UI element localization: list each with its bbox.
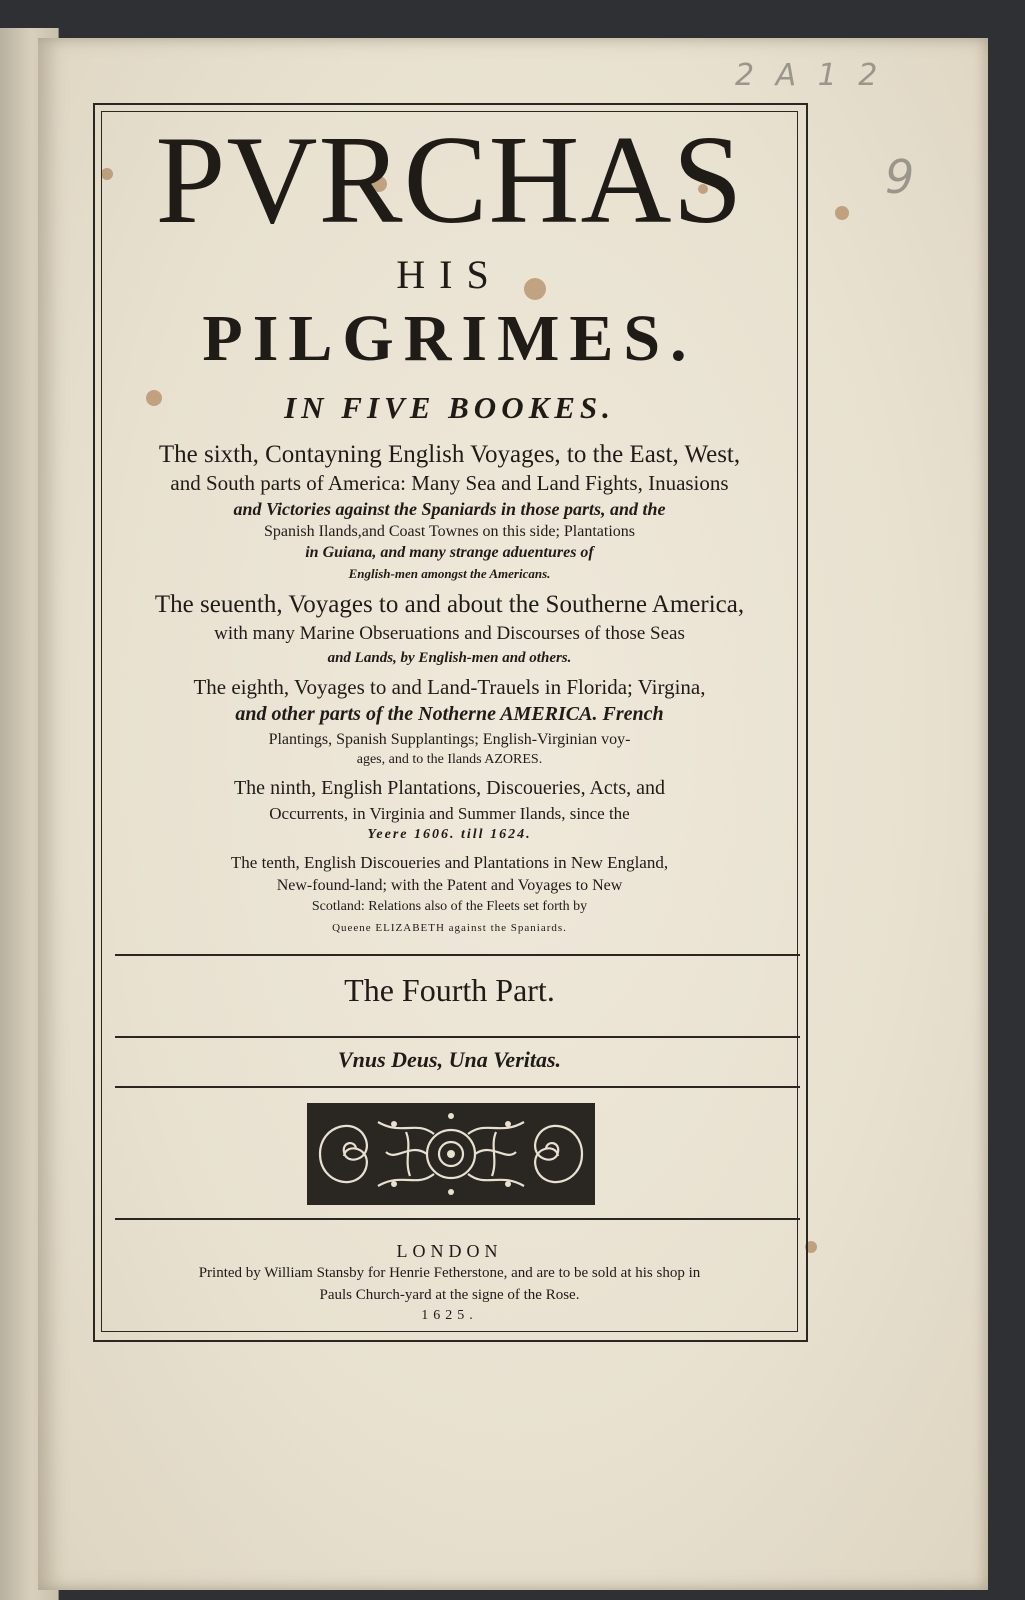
book-eighth-line: Plantings, Spanish Supplantings; English-Virginian voy- (268, 731, 631, 748)
pencil-number: 9 (885, 150, 921, 204)
book-seventh-line: and Lands, by English-men and others. (327, 650, 572, 666)
imprint-address: Pauls Church-yard at the signe of the Rose. (319, 1287, 580, 1303)
main-title: PVRCHAS (155, 111, 744, 250)
imprint-city: LONDON (396, 1241, 503, 1261)
subtitle-five-bookes: IN FIVE BOOKES. (284, 390, 615, 425)
book-ninth-line: Occurrents, in Virginia and Summer Ilands, since the (269, 804, 630, 823)
book-tenth-line: New-found-land; with the Patent and Voyages to New (276, 877, 623, 894)
imprint-printer: Printed by William Stansby for Henrie Fetherstone, and are to be sold at his shop in (198, 1265, 701, 1281)
part-heading: The Fourth Part. (344, 972, 555, 1008)
title-pilgrimes: PILGRIMES. (202, 302, 697, 375)
book-sixth-line: Spanish Ilands,and Coast Townes on this side; Plantations (263, 523, 635, 540)
book-ninth-line: Yeere 1606. till 1624. (367, 827, 532, 842)
book-tenth-line: Queene ELIZABETH against the Spaniards. (332, 922, 567, 934)
pencil-shelfmark: 2 A 1 2 (735, 58, 884, 93)
book-sixth-line: and South parts of America: Many Sea and Land Fights, Inuasions (170, 471, 729, 495)
book-eighth-line: The eighth, Voyages to and Land-Trauels in Florida; Virgina, (193, 675, 706, 699)
book-sixth-line: in Guiana, and many strange aduentures of (305, 544, 594, 561)
book-sixth-line: The sixth, Contayning English Voyages, to the East, West, (158, 441, 741, 468)
book-sixth-line: and Victories against the Spaniards in those parts, and the (233, 499, 666, 519)
horizontal-rule (115, 1086, 800, 1088)
book-sixth-line: English-men amongst the Americans. (348, 566, 551, 581)
horizontal-rule (115, 954, 800, 956)
book-eighth-line: and other parts of the Notherne AMERICA. French (235, 703, 664, 725)
motto: Vnus Deus, Una Veritas. (337, 1047, 562, 1072)
book-seventh-line: with many Marine Obseruations and Discourses of those Seas (214, 623, 685, 644)
imprint-year: 1625. (421, 1308, 478, 1323)
title-his: HIS (396, 252, 503, 297)
book-tenth-line: The tenth, English Discoueries and Plantations in New England, (230, 853, 669, 872)
book-tenth-line: Scotland: Relations also of the Fleets set forth by (311, 899, 588, 914)
book-seventh-line: The seuenth, Voyages to and about the Southerne America, (154, 591, 745, 618)
horizontal-rule (115, 1218, 800, 1220)
book-eighth-line: ages, and to the Ilands AZORES. (356, 752, 543, 767)
foxing-spot (835, 206, 849, 220)
book-ninth-line: The ninth, English Plantations, Discoueries, Acts, and (233, 777, 666, 799)
printers-ornament (306, 1102, 596, 1206)
horizontal-rule (115, 1036, 800, 1038)
